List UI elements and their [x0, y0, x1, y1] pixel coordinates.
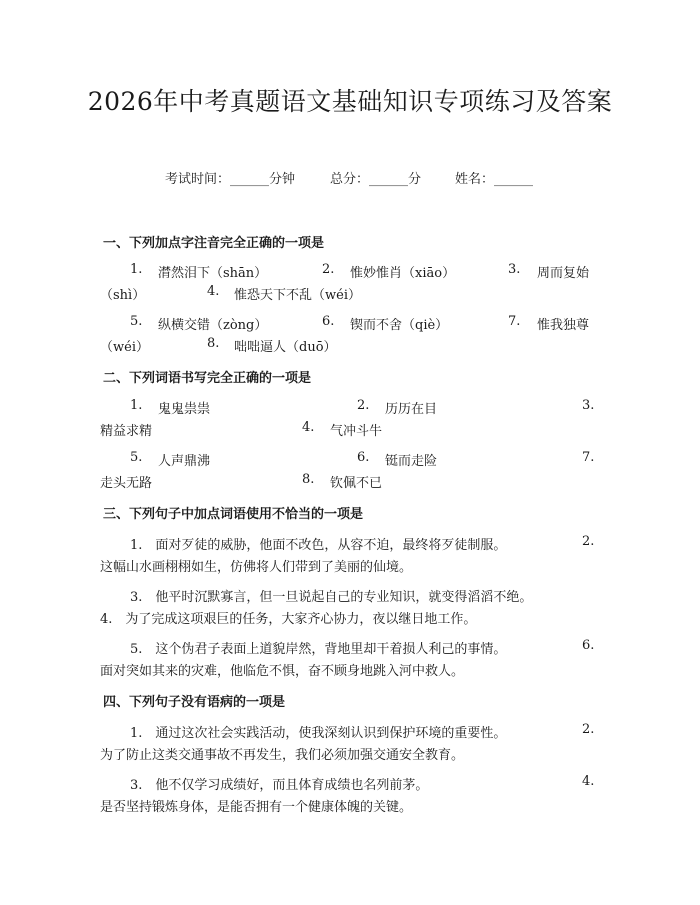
question-line: 5. 这个伪君子表面上道貌岸然，背地里却干着损人利己的事情。 — [130, 642, 507, 657]
option-number: 8. — [302, 472, 315, 487]
option-number: 1. — [130, 262, 143, 277]
option-text: 铤而走险 — [385, 454, 438, 469]
total-score: 总分：______分 — [330, 172, 422, 187]
option-number: 2. — [357, 398, 370, 413]
option-number: 2. — [582, 534, 595, 549]
option-text: 惟妙惟肖（xiāo） — [350, 266, 456, 281]
option-number: 6. — [322, 314, 335, 329]
question-line: 3. 他平时沉默寡言，但一旦说起自己的专业知识，就变得滔滔不绝。 — [130, 590, 533, 605]
option-number: 2. — [582, 722, 595, 737]
option-number: 5. — [130, 450, 143, 465]
question-line: 为了防止这类交通事故不再发生，我们必须加强交通安全教育。 — [100, 748, 465, 763]
exam-time: 考试时间：______分钟 — [165, 172, 296, 187]
document-title: 2026年中考真题语文基础知识专项练习及答案 — [87, 87, 613, 116]
option-text: 纵横交错（zòng） — [158, 318, 268, 333]
option-text: 钦佩不已 — [330, 476, 383, 491]
option-text: 鬼鬼祟祟 — [158, 402, 211, 417]
option-number: 3. — [508, 262, 521, 277]
option-number: 1. — [130, 398, 143, 413]
option-text: 周而复始 — [537, 266, 590, 281]
student-name: 姓名：______ — [455, 172, 534, 187]
option-text: （shì） — [100, 288, 146, 303]
option-text: 人声鼎沸 — [158, 454, 211, 469]
option-number: 3. — [582, 398, 595, 413]
option-number: 7. — [508, 314, 521, 329]
option-number: 7. — [582, 450, 595, 465]
option-number: 6. — [582, 638, 595, 653]
section-heading: 三、下列句子中加点词语使用不恰当的一项是 — [103, 507, 364, 522]
question-line: 1. 面对歹徒的威胁，他面不改色，从容不迫，最终将歹徒制服。 — [130, 538, 507, 553]
option-text: 锲而不舍（qiè） — [350, 318, 449, 333]
section-heading: 四、下列句子没有语病的一项是 — [103, 695, 286, 710]
question-line: 1. 通过这次社会实践活动，使我深刻认识到保护环境的重要性。 — [130, 726, 507, 741]
option-text: 气冲斗牛 — [330, 424, 383, 439]
question-line: 是否坚持锻炼身体，是能否拥有一个健康体魄的关键。 — [100, 800, 413, 815]
section-heading: 二、下列词语书写完全正确的一项是 — [103, 371, 312, 386]
option-number: 5. — [130, 314, 143, 329]
option-number: 4. — [582, 774, 595, 789]
option-text: 惟恐天下不乱（wéi） — [234, 288, 361, 303]
option-text: 咄咄逼人（duō） — [234, 340, 337, 355]
option-text: 惟我独尊 — [537, 318, 590, 333]
option-text: 精益求精 — [100, 424, 153, 439]
question-line: 这幅山水画栩栩如生，仿佛将人们带到了美丽的仙境。 — [100, 560, 413, 575]
option-number: 4. — [207, 284, 220, 299]
option-number: 4. — [302, 420, 315, 435]
question-line: 4. 为了完成这项艰巨的任务，大家齐心协力，夜以继日地工作。 — [100, 612, 477, 627]
section-heading: 一、下列加点字注音完全正确的一项是 — [103, 236, 325, 251]
option-text: （wéi） — [100, 340, 149, 355]
option-number: 6. — [357, 450, 370, 465]
option-text: 潸然泪下（shān） — [158, 266, 268, 281]
question-line: 面对突如其来的灾难，他临危不惧，奋不顾身地跳入河中救人。 — [100, 664, 465, 679]
option-text: 历历在目 — [385, 402, 438, 417]
option-text: 走头无路 — [100, 476, 153, 491]
option-number: 8. — [207, 336, 220, 351]
question-line: 3. 他不仅学习成绩好，而且体育成绩也名列前茅。 — [130, 778, 429, 793]
option-number: 2. — [322, 262, 335, 277]
